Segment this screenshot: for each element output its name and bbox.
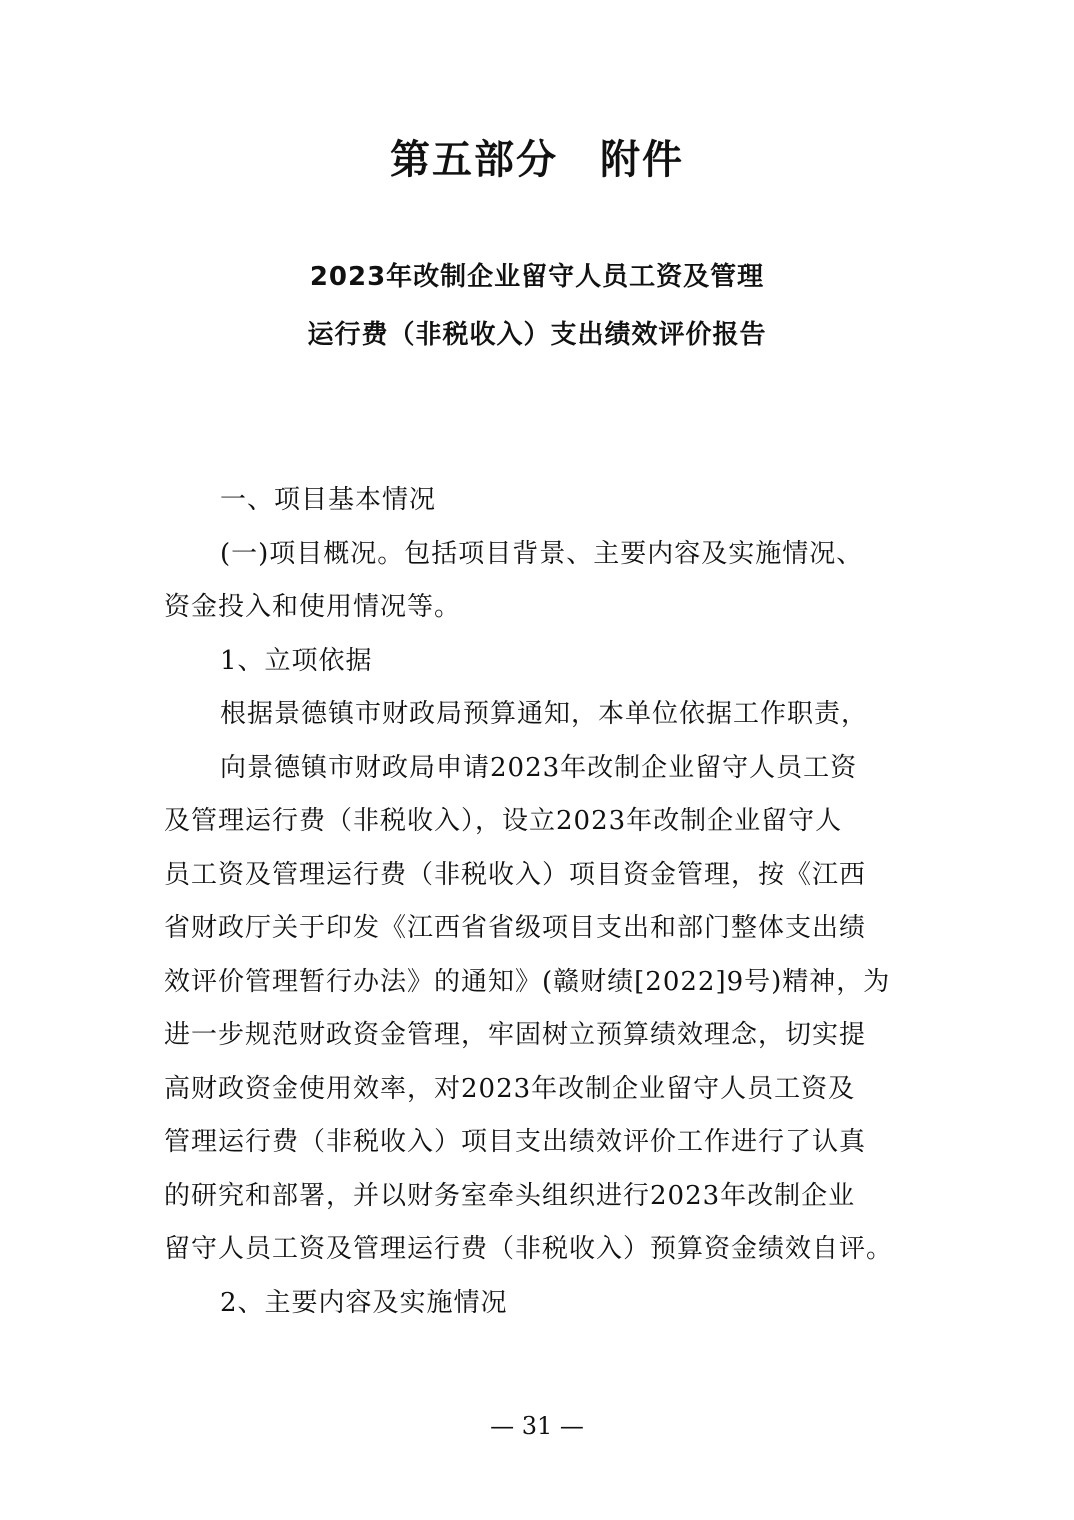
body-line: 管理运行费（非税收入）项目支出绩效评价工作进行了认真 (164, 1127, 867, 1157)
body-line: 进一步规范财政资金管理，牢固树立预算绩效理念，切实提 (164, 1020, 867, 1050)
body-line: 2、主要内容及实施情况 (220, 1287, 508, 1318)
report-title-line-2: 运行费（非税收入）支出绩效评价报告 (307, 320, 767, 350)
body-line: 留守人员工资及管理运行费（非税收入）预算资金绩效自评。 (164, 1234, 894, 1264)
body-line: 向景德镇市财政局申请2023年改制企业留守人员工资 (220, 752, 858, 783)
body-line: 的研究和部署，并以财务室牵头组织进行2023年改制企业 (164, 1180, 856, 1211)
part-title: 第五部分 附件 (390, 137, 684, 183)
body-line: (一)项目概况。包括项目背景、主要内容及实施情况、 (220, 538, 864, 569)
body-line: 根据景德镇市财政局预算通知，本单位依据工作职责， (220, 699, 869, 729)
body-line: 省财政厅关于印发《江西省省级项目支出和部门整体支出绩 (164, 913, 867, 943)
body-line: 高财政资金使用效率，对2023年改制企业留守人员工资及 (164, 1073, 856, 1104)
report-title-line-1: 2023年改制企业留守人员工资及管理 (309, 262, 765, 292)
body-line: 及管理运行费（非税收入），设立2023年改制企业留守人 (164, 806, 843, 836)
body-line: 员工资及管理运行费（非税收入）项目资金管理，按《江西 (164, 859, 867, 890)
body-line: 一、项目基本情况 (220, 485, 437, 515)
body-line: 资金投入和使用情况等。 (164, 592, 462, 622)
report-title (0, 248, 1074, 364)
body-line: 1、立项依据 (220, 645, 373, 676)
page-number: — 31 — (490, 1412, 584, 1440)
report-body (164, 474, 914, 1330)
body-line: 效评价管理暂行办法》的通知》(赣财绩[2022]9号)精神，为 (164, 966, 891, 997)
